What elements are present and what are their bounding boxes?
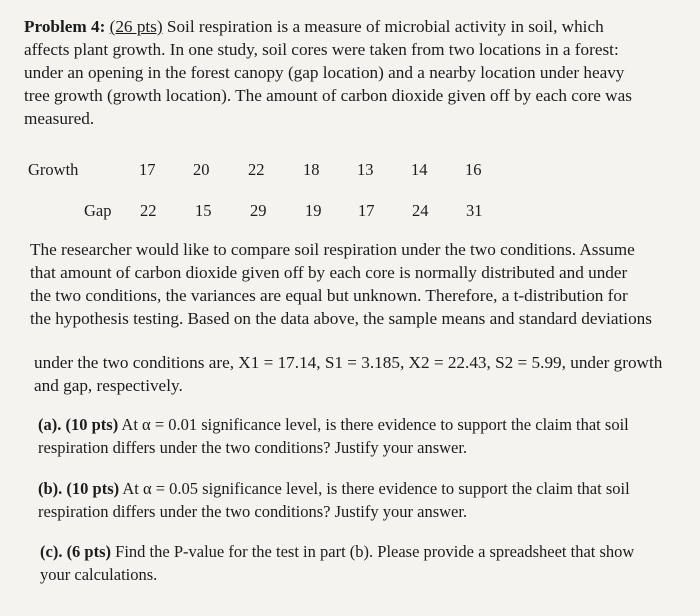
- gap-label: Gap: [84, 201, 112, 220]
- context-paragraph: [30, 238, 673, 330]
- gap-row: [0, 201, 700, 223]
- gap-value: 17: [358, 201, 375, 220]
- question-b-line: respiration differs under the two conditions? Justify your answer.: [38, 502, 468, 521]
- question-a-line: At α = 0.01 significance level, is there evidence to support the claim that soil: [121, 415, 629, 434]
- question-a-label: (a). (10 pts): [38, 415, 119, 434]
- growth-value: 18: [303, 160, 320, 179]
- gap-value: 29: [250, 201, 267, 220]
- growth-value: 20: [193, 160, 210, 179]
- intro-line: Soil respiration is a measure of microbial activity in soil, which: [166, 17, 604, 36]
- stats-line: under the two conditions are, X1 = 17.14, S1 = 3.185, X2 = 22.43, S2 = 5.99, under growth: [34, 353, 663, 372]
- problem-intro: [24, 15, 676, 130]
- gap-value: 31: [466, 201, 483, 220]
- context-line: The researcher would like to compare soil respiration under the two conditions. Assume: [30, 240, 635, 259]
- growth-value: 14: [411, 160, 428, 179]
- gap-value: 19: [305, 201, 322, 220]
- question-b-line: At α = 0.05 significance level, is there evidence to support the claim that soil: [122, 479, 630, 498]
- gap-value: 22: [140, 201, 157, 220]
- context-line: the two conditions, the variances are equal but unknown. Therefore, a t-distribution for: [30, 286, 628, 305]
- intro-line: affects plant growth. In one study, soil cores were taken from two locations in a forest:: [24, 40, 619, 59]
- question-c-line: Find the P-value for the test in part (b). Please provide a spreadsheet that show: [115, 542, 635, 561]
- question-c-line: your calculations.: [40, 565, 158, 584]
- problem-points: (26 pts): [109, 17, 163, 36]
- question-b-label: (b). (10 pts): [38, 479, 120, 498]
- stats-paragraph: [34, 351, 672, 397]
- gap-value: 24: [412, 201, 429, 220]
- growth-value: 17: [139, 160, 156, 179]
- growth-value: 16: [465, 160, 482, 179]
- question-b: [38, 477, 670, 523]
- question-c-label: (c). (6 pts): [40, 542, 112, 561]
- growth-value: 13: [357, 160, 374, 179]
- intro-line: under an opening in the forest canopy (gap location) and a nearby location under heavy: [24, 63, 625, 82]
- growth-value: 22: [248, 160, 265, 179]
- question-c: [40, 540, 670, 586]
- intro-line: tree growth (growth location). The amount of carbon dioxide given off by each core was: [24, 86, 632, 105]
- intro-line: measured.: [24, 109, 95, 128]
- problem-label: Problem 4:: [24, 17, 106, 36]
- context-line: the hypothesis testing. Based on the data above, the sample means and standard deviations: [30, 309, 652, 328]
- context-line: that amount of carbon dioxide given off by each core is normally distributed and under: [30, 263, 628, 282]
- gap-value: 15: [195, 201, 212, 220]
- growth-label: Growth: [28, 160, 79, 179]
- question-a-line: respiration differs under the two conditions? Justify your answer.: [38, 438, 468, 457]
- stats-line: and gap, respectively.: [34, 376, 183, 395]
- growth-row: [0, 160, 700, 182]
- question-a: [38, 413, 670, 459]
